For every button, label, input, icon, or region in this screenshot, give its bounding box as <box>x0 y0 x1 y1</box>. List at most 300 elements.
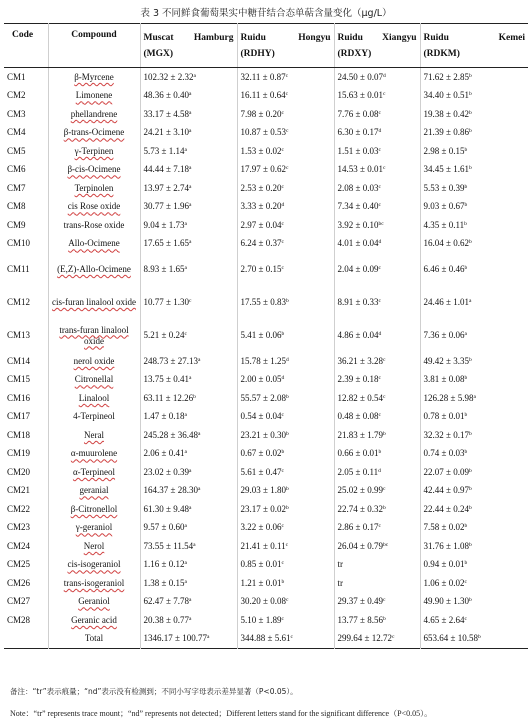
significance-letter: b <box>464 220 467 227</box>
table-row <box>4 216 528 235</box>
value-text: 13.97 ± 2.74 <box>143 182 189 193</box>
row-value <box>140 574 237 593</box>
significance-letter: b <box>193 393 196 400</box>
row-value <box>140 286 237 319</box>
value-text: 5.41 ± 0.06 <box>240 330 282 340</box>
value-text: 4.86 ± 0.04 <box>337 330 379 340</box>
significance-letter: b <box>464 146 468 153</box>
significance-letter: a <box>188 239 192 246</box>
compound-name: β-Citronellol <box>70 503 118 514</box>
row-compound <box>48 445 140 464</box>
significance-letter: b <box>285 393 289 400</box>
significance-letter: a <box>188 375 192 382</box>
row-value <box>334 87 420 106</box>
significance-letter: c <box>382 486 386 493</box>
table-row <box>4 408 528 427</box>
significance-letter: c <box>281 239 284 246</box>
value-text: 248.73 ± 27.13 <box>143 355 198 366</box>
table-row <box>4 142 528 161</box>
header-compound: Compound <box>48 24 140 68</box>
significance-letter: b <box>464 202 468 209</box>
table-row <box>4 371 528 390</box>
table-row <box>4 389 528 408</box>
value-text: 7.34 ± 0.40 <box>337 201 379 212</box>
row-code: CM4 <box>7 127 26 138</box>
significance-letter: d <box>285 356 289 363</box>
value-text: 7.76 ± 0.08 <box>337 108 379 119</box>
significance-letter: b <box>285 298 289 304</box>
value-text: 17.97 ± 0.62 <box>240 164 286 175</box>
significance-letter: c <box>382 165 386 172</box>
significance-letter: a <box>197 430 201 437</box>
value-text: 55.57 ± 2.08 <box>240 392 286 403</box>
row-value <box>140 445 237 464</box>
value-text: 23.17 ± 0.02 <box>240 503 286 514</box>
value-text: 6.30 ± 0.17 <box>337 127 379 138</box>
value-text: 4.01 ± 0.04 <box>337 238 379 249</box>
row-value <box>420 463 528 482</box>
significance-letter: b <box>464 560 468 567</box>
value-text: 24.46 ± 1.01 <box>423 297 469 307</box>
row-value <box>140 87 237 106</box>
row-value <box>420 87 528 106</box>
row-value <box>237 426 334 445</box>
significance-letter: b <box>477 634 481 641</box>
row-value <box>237 371 334 390</box>
row-value <box>420 482 528 501</box>
significance-letter: c <box>382 91 386 98</box>
significance-letter: c <box>281 560 284 567</box>
header-code: Code <box>4 24 48 68</box>
row-value <box>237 500 334 519</box>
row-value <box>420 630 528 649</box>
row-code: CM6 <box>7 164 26 175</box>
significance-letter: b <box>464 449 468 456</box>
value-text: 0.48 ± 0.08 <box>337 411 379 422</box>
row-compound <box>48 319 140 352</box>
value-text: 21.41 ± 0.11 <box>240 540 286 551</box>
significance-letter: c <box>281 467 284 474</box>
row-code: CM20 <box>7 466 31 477</box>
row-value <box>334 463 420 482</box>
row-value <box>140 519 237 538</box>
value-text: 13.75 ± 0.41 <box>143 374 189 385</box>
significance-letter: c <box>281 146 284 153</box>
row-value <box>420 408 528 427</box>
row-compound <box>48 630 140 649</box>
row-code: CM17 <box>7 411 31 422</box>
row-value <box>237 87 334 106</box>
value-text: 299.64 ± 12.72 <box>337 633 392 644</box>
value-text: 0.85 ± 0.01 <box>240 559 282 570</box>
row-value <box>420 105 528 124</box>
row-value <box>334 68 420 87</box>
value-text: 24.50 ± 0.07 <box>337 71 383 82</box>
row-value <box>140 630 237 649</box>
significance-letter: c <box>378 523 381 530</box>
row-value <box>237 482 334 501</box>
row-compound <box>48 105 140 124</box>
value-text: 3.33 ± 0.20 <box>240 201 282 212</box>
row-value <box>420 352 528 371</box>
significance-letter: bc <box>382 541 389 548</box>
value-text: 0.78 ± 0.01 <box>423 411 465 422</box>
value-text: 23.02 ± 0.39 <box>143 466 189 477</box>
row-compound <box>48 556 140 575</box>
header-rdxy: Ruidu Xiangyu (RDXY) <box>334 24 420 68</box>
value-text: 19.38 ± 0.42 <box>423 108 469 119</box>
value-text: 12.82 ± 0.54 <box>337 392 383 403</box>
significance-letter: c <box>382 393 386 400</box>
row-value <box>420 574 528 593</box>
value-text: 2.70 ± 0.15 <box>240 264 282 274</box>
significance-letter: a <box>184 220 187 227</box>
significance-letter: d <box>281 375 285 382</box>
significance-letter: a <box>464 331 467 337</box>
row-compound <box>48 198 140 217</box>
compound-name: Allo-Ocimene <box>68 238 120 249</box>
row-code: CM5 <box>7 145 26 156</box>
significance-letter: c <box>382 597 386 604</box>
row-value <box>140 352 237 371</box>
significance-letter: a <box>188 467 192 474</box>
row-compound <box>48 371 140 390</box>
row-value <box>237 611 334 630</box>
row-compound <box>48 611 140 630</box>
significance-letter: b <box>468 239 472 246</box>
value-text: 21.83 ± 1.79 <box>337 429 383 440</box>
compound-name: geranial <box>79 485 109 496</box>
significance-letter: a <box>197 356 201 363</box>
value-text: 1.21 ± 0.01 <box>240 577 282 588</box>
row-value <box>334 198 420 217</box>
table-row <box>4 426 528 445</box>
row-code: CM3 <box>7 108 26 119</box>
row-value <box>140 124 237 143</box>
significance-letter: b <box>468 504 472 511</box>
significance-letter: a <box>188 109 192 116</box>
significance-letter: c <box>391 634 395 641</box>
row-code: CM28 <box>7 614 31 625</box>
row-compound <box>48 574 140 593</box>
row-value <box>334 500 420 519</box>
value-text: 16.11 ± 0.64 <box>240 90 286 101</box>
value-text: 31.76 ± 1.08 <box>423 540 469 551</box>
value-text: 9.57 ± 0.60 <box>143 522 185 533</box>
row-value <box>420 389 528 408</box>
value-text: 6.24 ± 0.37 <box>240 238 282 249</box>
significance-letter: b <box>281 578 285 585</box>
compound-name: Geraniol <box>78 596 110 607</box>
significance-letter: a <box>184 449 187 456</box>
value-text: 73.55 ± 11.54 <box>143 540 194 551</box>
compound-name: trans-furan linalool oxide <box>59 324 129 346</box>
compound-name: (E,Z)-Allo-Ocimene <box>57 264 131 274</box>
significance-letter: b <box>468 486 472 493</box>
header-rdkm: Ruidu Kemei (RDKM) <box>420 24 528 68</box>
significance-letter: c <box>285 128 289 135</box>
significance-letter: d <box>378 128 382 135</box>
row-value <box>334 179 420 198</box>
significance-letter: c <box>285 72 289 79</box>
table-row <box>4 519 528 538</box>
value-text: 29.03 ± 1.80 <box>240 485 286 496</box>
significance-letter: a <box>188 183 192 190</box>
row-value <box>334 611 420 630</box>
significance-letter: a <box>188 202 192 209</box>
significance-letter: c <box>281 183 284 190</box>
row-compound <box>48 463 140 482</box>
row-value <box>420 500 528 519</box>
value-text: 10.87 ± 0.53 <box>240 127 286 138</box>
significance-letter: b <box>468 597 472 604</box>
value-text: 22.07 ± 0.09 <box>423 466 469 477</box>
significance-letter: a <box>184 560 187 567</box>
significance-letter: a <box>473 393 476 400</box>
value-text: 2.98 ± 0.15 <box>423 145 465 156</box>
significance-letter: c <box>378 265 381 271</box>
significance-letter: c <box>464 615 467 622</box>
table-row <box>4 463 528 482</box>
value-text: 4.35 ± 0.11 <box>423 219 465 230</box>
row-value <box>140 235 237 254</box>
significance-letter: b <box>468 109 472 116</box>
compound-name: Nerol <box>83 540 105 551</box>
row-value <box>237 216 334 235</box>
significance-letter: a <box>188 165 192 172</box>
compound-name: phellandrene <box>70 108 118 119</box>
value-text: 0.54 ± 0.04 <box>240 411 282 422</box>
row-value <box>420 198 528 217</box>
value-text: 21.39 ± 0.86 <box>423 127 469 138</box>
value-text: 1346.17 ± 100.77 <box>143 633 207 644</box>
row-compound <box>48 389 140 408</box>
row-compound <box>48 179 140 198</box>
value-text: 49.90 ± 1.30 <box>423 596 469 607</box>
value-text: 5.53 ± 0.39 <box>423 182 465 193</box>
value-text: 30.77 ± 1.96 <box>143 201 189 212</box>
row-value <box>140 593 237 612</box>
value-text: 24.21 ± 3.10 <box>143 127 189 138</box>
row-value <box>420 537 528 556</box>
value-text: 15.78 ± 1.25 <box>240 355 286 366</box>
value-text: 10.77 ± 1.30 <box>143 297 189 307</box>
significance-letter: b <box>464 183 468 190</box>
value-text: 653.64 ± 10.58 <box>423 633 478 644</box>
row-compound <box>48 500 140 519</box>
compound-name: α-Terpineol <box>72 466 116 477</box>
row-value <box>420 371 528 390</box>
row-value <box>140 253 237 286</box>
significance-letter: a <box>206 634 210 641</box>
significance-letter: a <box>193 541 196 548</box>
table-row <box>4 593 528 612</box>
row-value <box>334 286 420 319</box>
value-text: 32.11 ± 0.87 <box>240 71 286 82</box>
row-value <box>237 593 334 612</box>
value-text: 20.38 ± 0.77 <box>143 614 189 625</box>
row-value <box>420 68 528 87</box>
significance-letter: d <box>378 239 382 246</box>
significance-letter: a <box>193 72 196 79</box>
significance-letter: a <box>184 412 187 419</box>
compound-name: β-Myrcene <box>74 71 114 82</box>
significance-letter: b <box>464 375 468 382</box>
row-value <box>334 124 420 143</box>
row-code: CM26 <box>7 577 31 588</box>
row-code: CM8 <box>7 201 26 212</box>
value-text: 1.16 ± 0.12 <box>143 559 185 570</box>
row-value <box>237 408 334 427</box>
significance-letter: a <box>184 265 187 271</box>
significance-letter: c <box>382 356 386 363</box>
row-code: CM16 <box>7 392 31 403</box>
significance-letter: a <box>188 128 192 135</box>
row-value <box>237 253 334 286</box>
significance-letter: b <box>468 467 472 474</box>
row-code: CM19 <box>7 448 31 459</box>
value-text: 32.32 ± 0.17 <box>423 429 469 440</box>
row-value <box>334 482 420 501</box>
significance-letter: c <box>464 578 467 585</box>
note-english: Note：“tr” represents trace mount；“nd” represents not detected；Different letters stand for the significant difference（P<0.05）。 <box>10 709 433 718</box>
significance-letter: d <box>382 72 386 79</box>
significance-letter: a <box>188 597 192 604</box>
compound-name: Linalool <box>78 392 110 403</box>
significance-letter: b <box>281 331 285 337</box>
row-value <box>420 319 528 352</box>
value-text: 8.93 ± 1.65 <box>143 264 185 274</box>
significance-letter: c <box>281 615 284 622</box>
row-compound <box>48 593 140 612</box>
table-row <box>4 105 528 124</box>
significance-letter: b <box>468 72 472 79</box>
table-row <box>4 235 528 254</box>
value-text: 344.88 ± 5.61 <box>240 633 291 644</box>
value-text: 13.77 ± 8.56 <box>337 614 383 625</box>
row-code: CM7 <box>7 182 26 193</box>
row-value <box>237 179 334 198</box>
table-row <box>4 68 528 87</box>
value-text: 29.37 ± 0.49 <box>337 596 383 607</box>
significance-letter: c <box>290 634 293 641</box>
value-text: 8.91 ± 0.33 <box>337 297 379 307</box>
value-text: 3.92 ± 0.10 <box>337 219 379 230</box>
row-code: CM22 <box>7 503 31 514</box>
row-value <box>420 426 528 445</box>
row-value <box>237 319 334 352</box>
row-value <box>420 519 528 538</box>
significance-letter: b <box>464 265 468 271</box>
row-compound <box>48 142 140 161</box>
value-text: 14.53 ± 0.01 <box>337 164 383 175</box>
compound-name: cis-furan linalool oxide <box>52 297 136 307</box>
row-value <box>334 235 420 254</box>
value-text: 5.10 ± 1.89 <box>240 614 282 625</box>
value-text: 1.38 ± 0.15 <box>143 577 185 588</box>
row-value <box>334 216 420 235</box>
row-value <box>140 537 237 556</box>
row-compound <box>48 161 140 180</box>
compound-name: Terpinolen <box>74 182 114 193</box>
significance-letter: b <box>468 541 472 548</box>
table-row <box>4 352 528 371</box>
compound-name: 4-Terpineol <box>73 411 115 422</box>
value-text: 2.05 ± 0.11 <box>337 466 379 477</box>
value-text: 2.53 ± 0.20 <box>240 182 282 193</box>
row-value <box>420 161 528 180</box>
header-mgx: Muscat Hamburg (MGX) <box>140 24 237 68</box>
significance-letter: c <box>285 597 289 604</box>
row-code: CM15 <box>7 374 31 385</box>
value-text: 5.73 ± 1.14 <box>143 145 185 156</box>
row-value <box>140 500 237 519</box>
significance-letter: c <box>281 220 284 227</box>
value-text: 1.47 ± 0.18 <box>143 411 185 422</box>
significance-letter: a <box>468 298 472 304</box>
significance-letter: c <box>378 298 381 304</box>
row-value <box>237 519 334 538</box>
row-value <box>334 105 420 124</box>
value-text: 17.65 ± 1.65 <box>143 238 189 249</box>
value-text: 5.21 ± 0.24 <box>143 330 185 340</box>
value-text: 22.44 ± 0.24 <box>423 503 469 514</box>
value-text: 0.74 ± 0.03 <box>423 448 465 459</box>
row-value <box>140 319 237 352</box>
row-code: CM23 <box>7 522 31 533</box>
value-text: 7.98 ± 0.20 <box>240 108 282 119</box>
row-compound <box>48 482 140 501</box>
row-code: CM1 <box>7 71 26 82</box>
row-value <box>237 630 334 649</box>
significance-letter: b <box>281 449 285 456</box>
significance-letter: b <box>382 504 386 511</box>
row-code <box>4 630 48 649</box>
table-row <box>4 611 528 630</box>
row-value <box>334 161 420 180</box>
value-text: 2.04 ± 0.09 <box>337 264 379 274</box>
value-text: 2.97 ± 0.04 <box>240 219 282 230</box>
data-table <box>4 23 528 649</box>
compound-name: Neral <box>84 429 104 440</box>
significance-letter: bc <box>378 220 384 227</box>
row-value <box>140 68 237 87</box>
value-text: 9.03 ± 0.67 <box>423 201 465 212</box>
significance-letter: c <box>378 202 381 209</box>
value-text: 2.39 ± 0.18 <box>337 374 379 385</box>
value-text: 245.28 ± 36.48 <box>143 429 198 440</box>
row-value <box>420 556 528 575</box>
row-value <box>334 389 420 408</box>
significance-letter: b <box>464 523 468 530</box>
significance-letter: b <box>464 412 468 419</box>
row-value <box>334 537 420 556</box>
significance-letter: c <box>281 109 284 116</box>
value-text: 42.44 ± 0.97 <box>423 485 469 496</box>
row-value <box>140 216 237 235</box>
row-compound <box>48 87 140 106</box>
table-row <box>4 500 528 519</box>
row-value <box>237 105 334 124</box>
row-value <box>420 286 528 319</box>
table-row <box>4 556 528 575</box>
value-text: 2.06 ± 0.41 <box>143 448 185 459</box>
value-text: 9.04 ± 1.73 <box>143 219 185 230</box>
row-code: CM9 <box>7 219 26 230</box>
value-text: 26.04 ± 0.79 <box>337 540 383 551</box>
table-row <box>4 319 528 352</box>
row-compound <box>48 352 140 371</box>
